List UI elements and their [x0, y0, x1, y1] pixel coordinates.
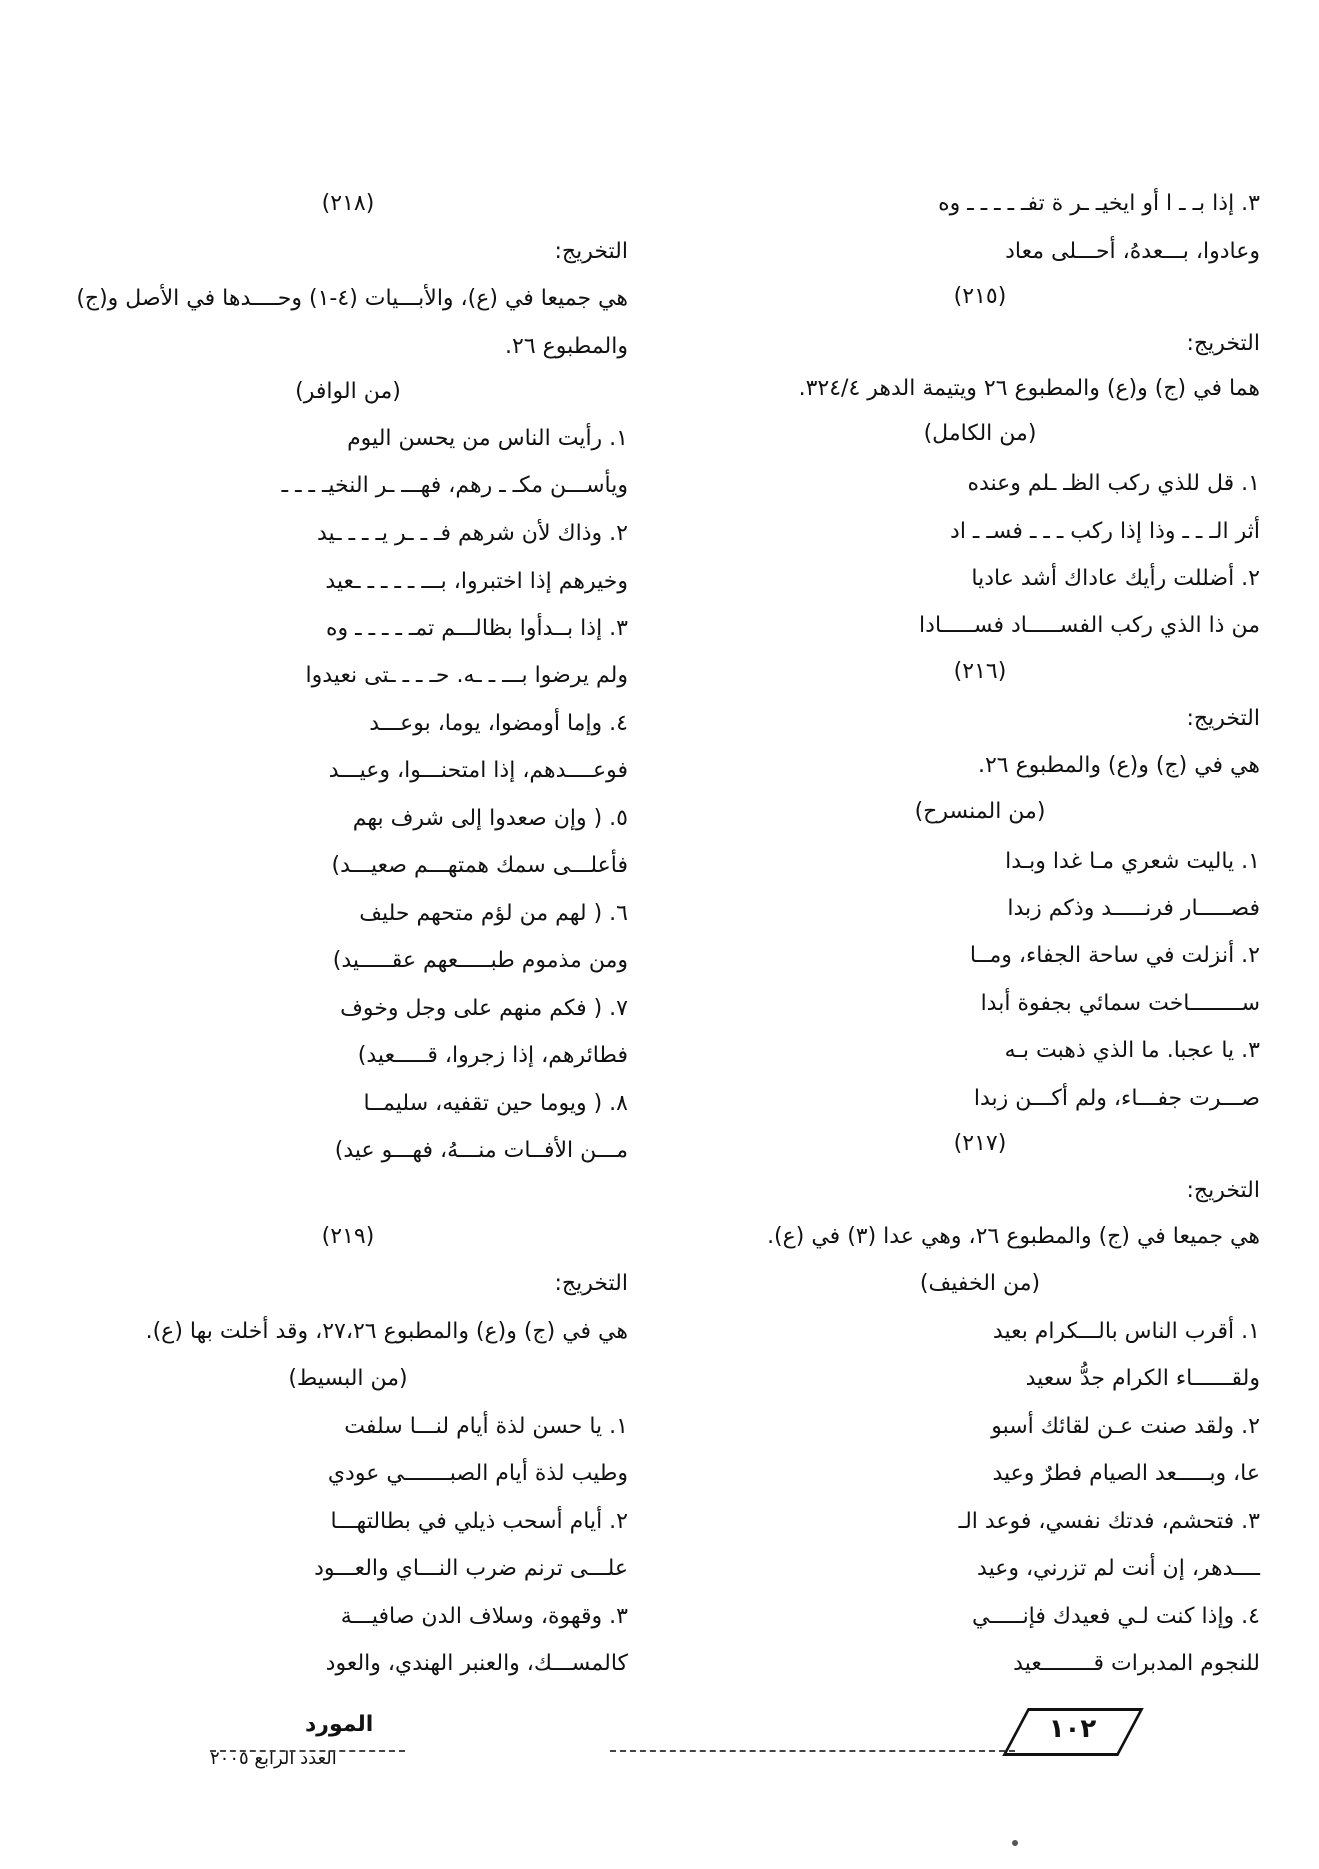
left_column-line: ٣. وقهوة، وسلاف الدن صافيـــة	[340, 1604, 628, 1629]
left_column-line: ٣. إذا بــدأوا بظالـــم تمـ ـ ـ ـ ـ وه	[326, 616, 628, 641]
right_column-line: ٢. أنزلت في ساحة الجفاء، ومــا	[969, 943, 1260, 968]
right_column-line: عا، وبـــــعد الصيام فطرٌ وعيد	[992, 1461, 1260, 1486]
right_column-line: للنجوم المدبرات قــــــــعيد	[1013, 1651, 1260, 1676]
journal-name: المورد	[305, 1712, 374, 1737]
left-column	[68, 0, 628, 1869]
left_column-line: ٤. وإما أومضوا، يوما، بوعـــد	[369, 711, 628, 736]
left_column-line: ١. رأيت الناس من يحسن اليوم	[347, 426, 628, 451]
left_column-line: ٢. وذاك لأن شرهم فـ ـ ـر يـ ـ ـ ـيد	[316, 521, 628, 546]
right_column-line: ســــــــاخت سمائي بجفوة أبدا	[980, 991, 1260, 1016]
left_column-line: (٢١٨)	[321, 191, 375, 216]
right_column-line: ٣. فتحشم، فدتك نفسي، فوعد الـ	[958, 1509, 1260, 1534]
left_column-line: (٢١٩)	[321, 1224, 375, 1249]
left_column-line: ويأســـن مكـ ـ رهم، فهـــ ـر النخيـ ـ ـ ـ	[281, 473, 628, 498]
left_column-line: التخريج:	[554, 239, 628, 264]
right_column-line: أثر الـ ـ ـ وذا إذا ركب ـ ـ ـ فسـ ـ اد	[950, 519, 1260, 544]
left_column-line: فطائرهم، إذا زجروا، قـــــعيد)	[357, 1043, 628, 1068]
right_column-line: ٣. إذا بـ ـ ا أو ايخيـ ـر ة تفـ ـ ـ ـ ـ وه	[938, 191, 1260, 216]
right_column-line: هما في (ج) و(ع) والمطبوع ٢٦ ويتيمة الدهر ٣٢٤/٤.	[798, 376, 1260, 401]
page-number: ١٠٢	[1048, 1714, 1097, 1744]
right_column-line: التخريج:	[1186, 331, 1260, 356]
right_column-line: (من الكامل)	[923, 421, 1037, 446]
right_column-line: التخريج:	[1186, 1178, 1260, 1203]
right_column-line: ١. ياليت شعري مـا غدا وبـدا	[1005, 849, 1260, 874]
page-footer	[0, 1690, 1319, 1810]
left_column-line: ٨. ( ويوما حين تقفيه، سليمــا	[363, 1091, 628, 1116]
right_column-line: ١. أقرب الناس بالـــكرام بعيد	[992, 1319, 1260, 1344]
left_column-line: ٧. ( فكم منهم على وجل وخوف	[340, 996, 628, 1021]
left_column-line: مـــن الأفــات منـــهُ، فهـــو عيد)	[334, 1138, 628, 1163]
right_column-line: ــــدهر، إن أنت لم تزرني، وعيد	[977, 1556, 1260, 1581]
left_column-line: ومن مذموم طبـــــعهم عقـــــيد)	[332, 948, 628, 973]
left_column-line: فأعلـــى سمك همتهـــم صعيـــد)	[331, 853, 628, 878]
left_column-line: هي جميعا في (ع)، والأبـــيات (٤-١) وحــــدها في الأصل و(ج)	[76, 286, 628, 311]
footer-rule-left	[210, 1750, 405, 1752]
right_column-line: صـــرت جفـــاء، ولم أكـــن زبدا	[973, 1086, 1260, 1111]
right_column-line: ٣. يا عجبا. ما الذي ذهبت بـه	[1004, 1038, 1260, 1063]
footer-rule-middle	[610, 1750, 1015, 1752]
right_column-line: فصـــــار فرنـــــد وذكم زبدا	[1007, 896, 1260, 921]
right_column-line: (٢١٧)	[953, 1131, 1007, 1156]
left_column-line: كالمســـك، والعنبر الهندي، والعود	[325, 1651, 628, 1676]
left_column-line: علـــى ترنم ضرب النـــاي والعـــود	[314, 1556, 628, 1581]
right_column-line: (من الخفيف)	[919, 1271, 1041, 1296]
right_column-line: (من المنسرح)	[914, 799, 1046, 824]
left_column-line: التخريج:	[554, 1271, 628, 1296]
left_column-line: (من الوافر)	[295, 379, 401, 404]
right_column-line: (٢١٥)	[953, 284, 1007, 309]
right_column-line: وعادوا، بـــعدهُ، أحـــلى معاد	[1005, 239, 1260, 264]
right_column-line: هي جميعا في (ج) والمطبوع ٢٦، وهي عدا (٣) في (ع).	[767, 1224, 1260, 1249]
left_column-line: ٢. أيام أسحب ذيلي في بطالتهـــا	[330, 1509, 628, 1534]
right_column-line: من ذا الذي ركب الفســـــاد فســـــادا	[919, 613, 1260, 638]
left_column-line: ولم يرضوا بـــ ـ ـه. حـ ـ ـ ـتى نعيدوا	[305, 663, 628, 688]
left_column-line: ٥. ( وإن صعدوا إلى شرف بهم	[352, 806, 628, 831]
left_column-line: والمطبوع ٢٦.	[505, 334, 628, 359]
right_column-line: ٢. ولقد صنت عـن لقائك أسبو	[991, 1414, 1260, 1439]
right_column-line: (٢١٦)	[953, 659, 1007, 684]
left_column-line: ٦. ( لهم من لؤم متحهم حليف	[359, 901, 628, 926]
right-column	[700, 0, 1260, 1869]
left_column-line: ١. يا حسن لذة أيام لنـــا سلفت	[344, 1414, 628, 1439]
left_column-line: فوعــــدهم، إذا امتحنـــوا، وعيـــد	[328, 758, 628, 783]
right_column-line: التخريج:	[1186, 706, 1260, 731]
issue-label: العدد الرابع ٢٠٠٥	[210, 1748, 337, 1769]
right_column-line: ٤. وإذا كنت لـي فعيدك فإنـــــي	[972, 1604, 1260, 1629]
left_column-line: وخيرهم إذا اختبروا، بـــ ـ ـ ـ ـ ـعيد	[325, 569, 628, 594]
right_column-line: هي في (ج) و(ع) والمطبوع ٢٦.	[977, 753, 1260, 778]
scan-speck	[1012, 1840, 1018, 1846]
left_column-line: (من البسيط)	[288, 1366, 408, 1391]
right_column-line: ٢. أضللت رأيك عاداك أشد عاديا	[971, 566, 1260, 591]
left_column-line: هي في (ج) و(ع) والمطبوع ٢٧،٢٦، وقد أخلت بها (ع).	[145, 1319, 628, 1344]
left_column-line: وطيب لذة أيام الصبـــــــي عودي	[327, 1461, 628, 1486]
right_column-line: ولقــــــاء الكرام جدُّ سعيد	[1025, 1366, 1260, 1391]
right_column-line: ١. قل للذي ركب الظـ ـلم وعنده	[967, 471, 1260, 496]
